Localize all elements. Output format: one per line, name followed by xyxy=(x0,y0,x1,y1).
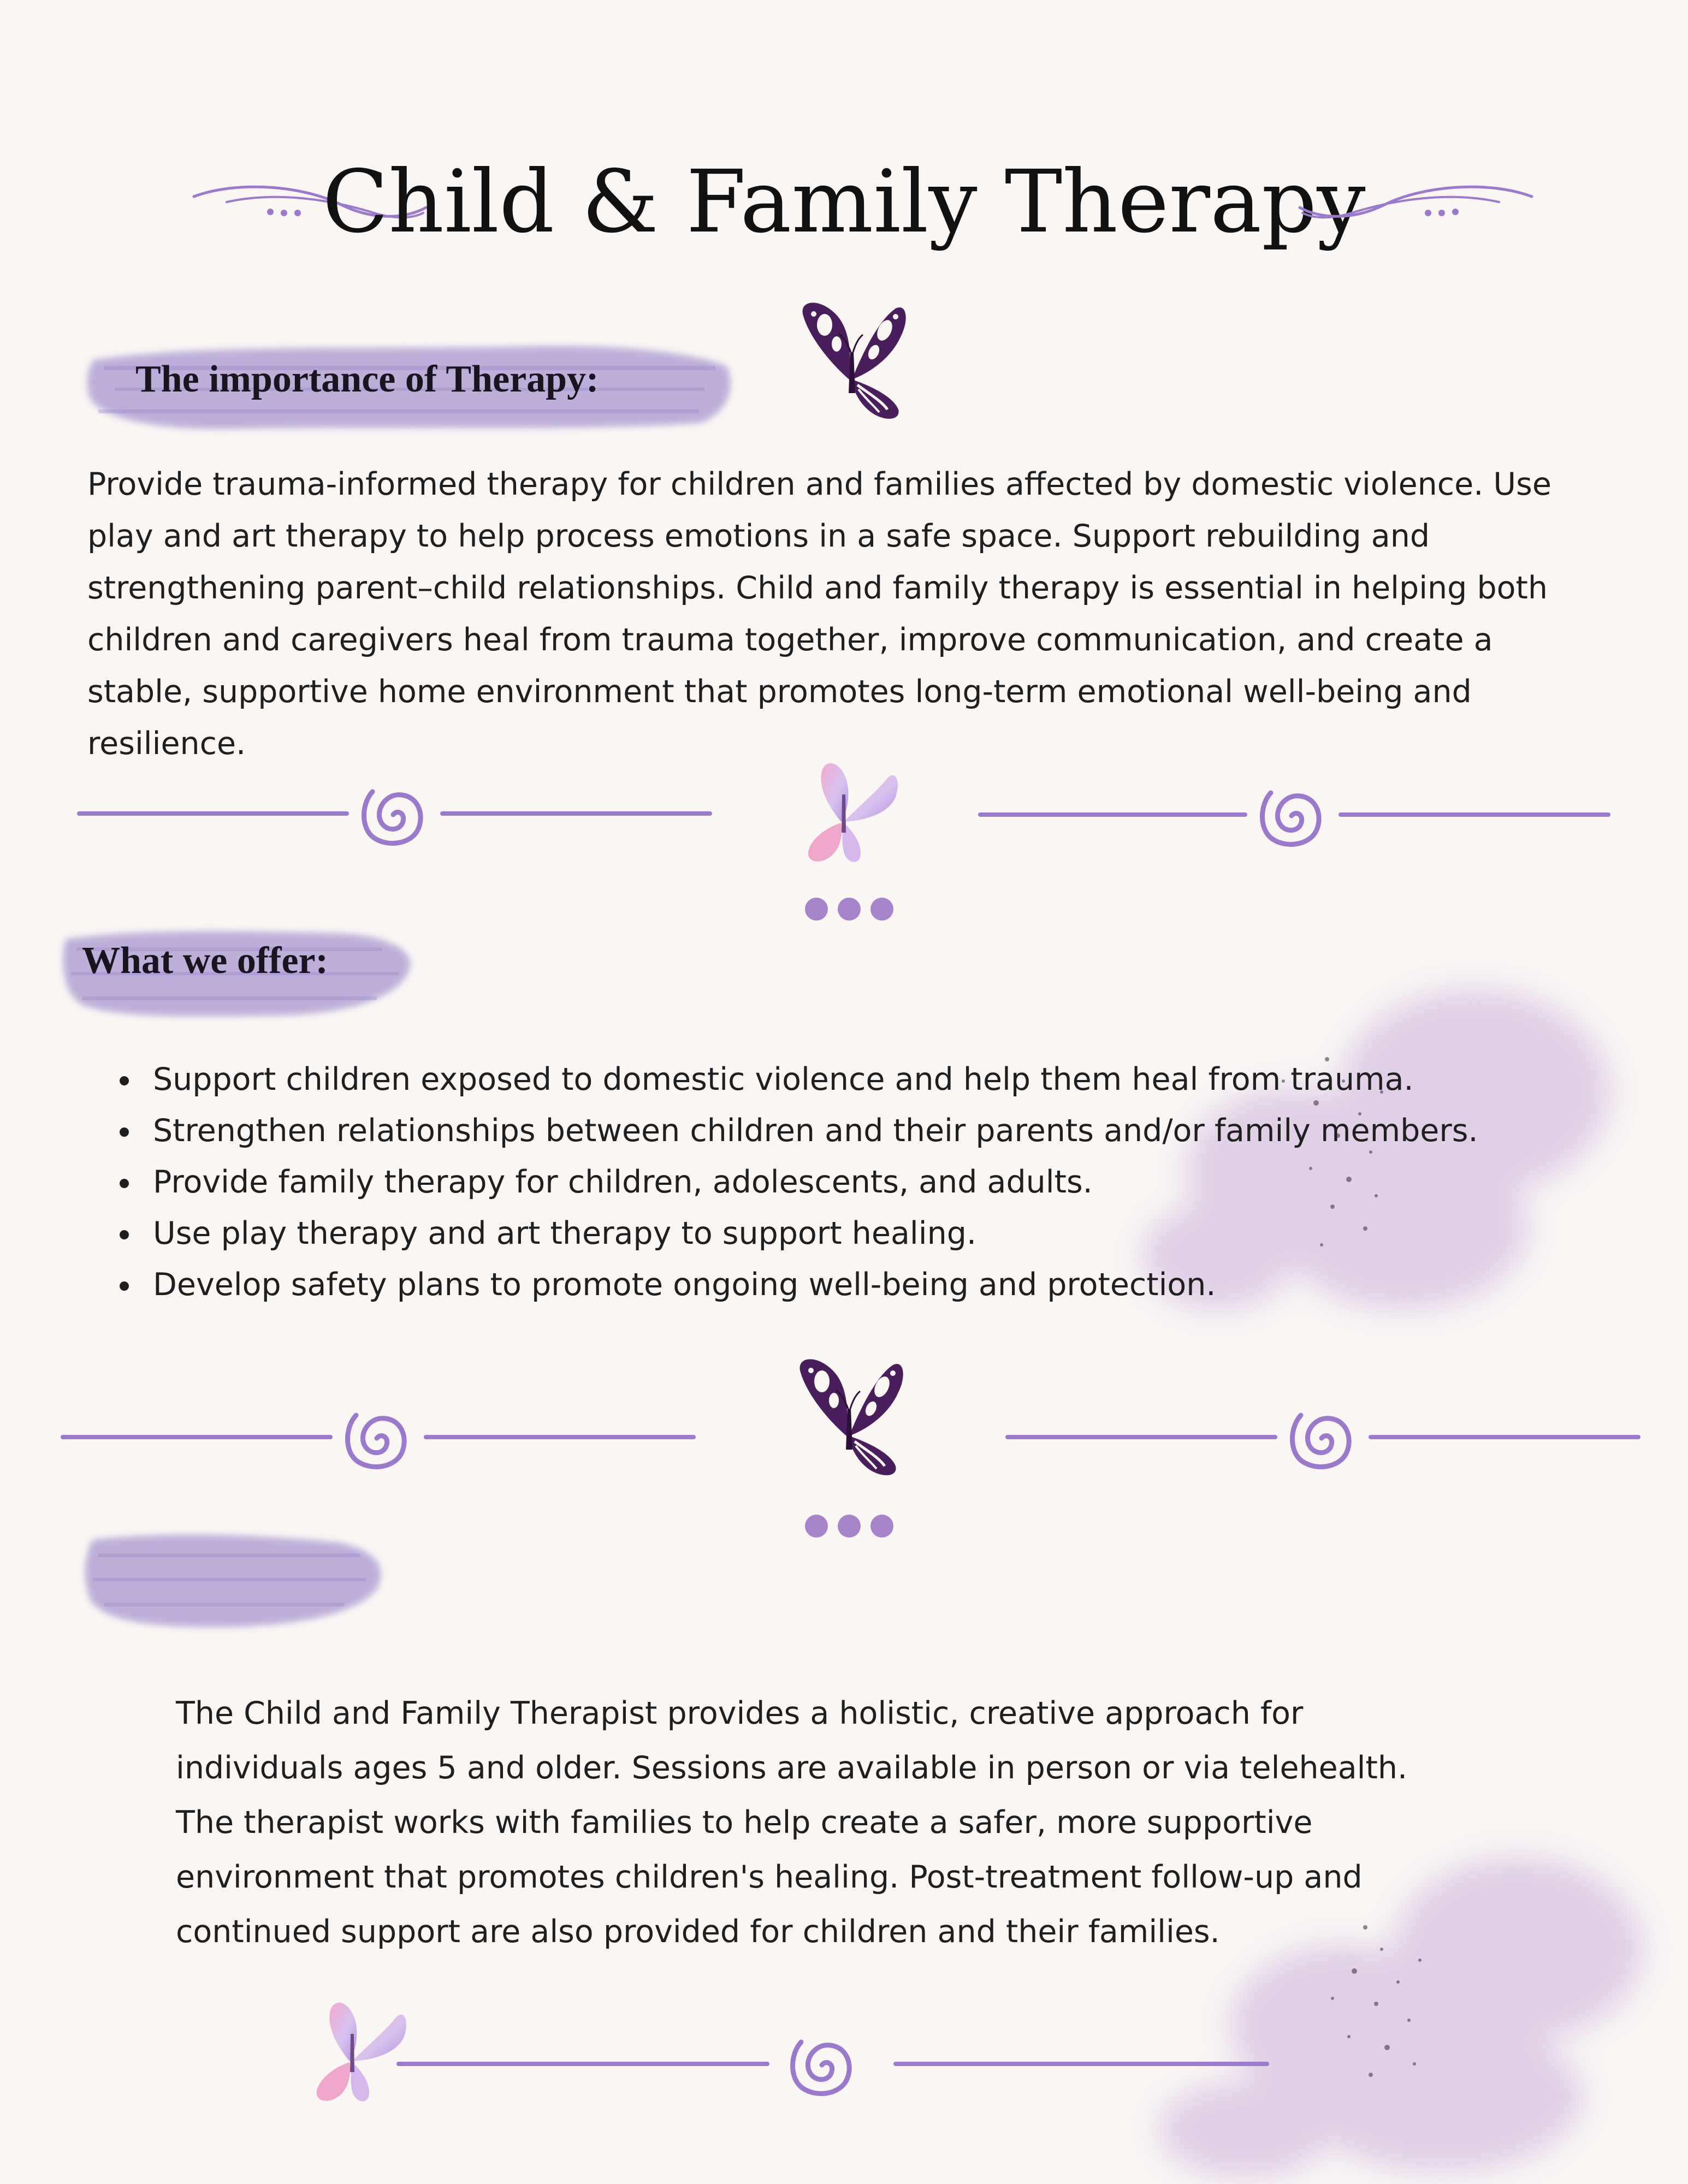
page-title: Child & Family Therapy xyxy=(322,152,1366,252)
dots-ornament xyxy=(800,893,898,925)
importance-heading: The importance of Therapy: xyxy=(135,358,599,400)
list-item: • Strengthen relationships between children and their parents and/or family members. xyxy=(142,1105,1507,1156)
butterfly-dark-icon xyxy=(797,298,917,429)
list-item: • Support children exposed to domestic violence and help them heal from trauma. xyxy=(142,1054,1507,1105)
about-paragraph: The Child and Family Therapist provides a holistic, creative approach for individuals ages 5 and older. Sessions are available in person or via telehealth. The therapist works with families to help create a safer, more supportive environment that promotes children's healing. Post-treatment follow-up and continued support are also provided for children and their families. xyxy=(176,1695,1408,1950)
butterfly-dark-icon xyxy=(795,1354,915,1485)
heading-brush-stroke xyxy=(82,1523,388,1638)
importance-paragraph: Provide trauma-informed therapy for children and families affected by domestic violence. Use play and art therapy to help process emotions in a safe space. Support rebuilding and strengthening parent–child relationships. Child and family therapy is essential in helping both children and caregivers heal from trauma together, improve communication, and create a stable, supportive home environment that promotes long-term emotional well-being and resilience. xyxy=(87,466,1551,762)
offer-list xyxy=(87,1054,1507,1310)
list-item: • Use play therapy and art therapy to support healing. xyxy=(142,1208,1507,1259)
divider-swirl-line xyxy=(0,2009,1688,2118)
list-item: • Provide family therapy for children, adolescents, and adults. xyxy=(142,1156,1507,1208)
flourish-right-icon xyxy=(1297,180,1532,224)
butterfly-pink-icon xyxy=(789,756,909,876)
list-item: • Develop safety plans to promote ongoing well-being and protection. xyxy=(142,1259,1507,1310)
dots-ornament xyxy=(800,1510,898,1542)
offer-heading: What we offer: xyxy=(82,940,328,982)
